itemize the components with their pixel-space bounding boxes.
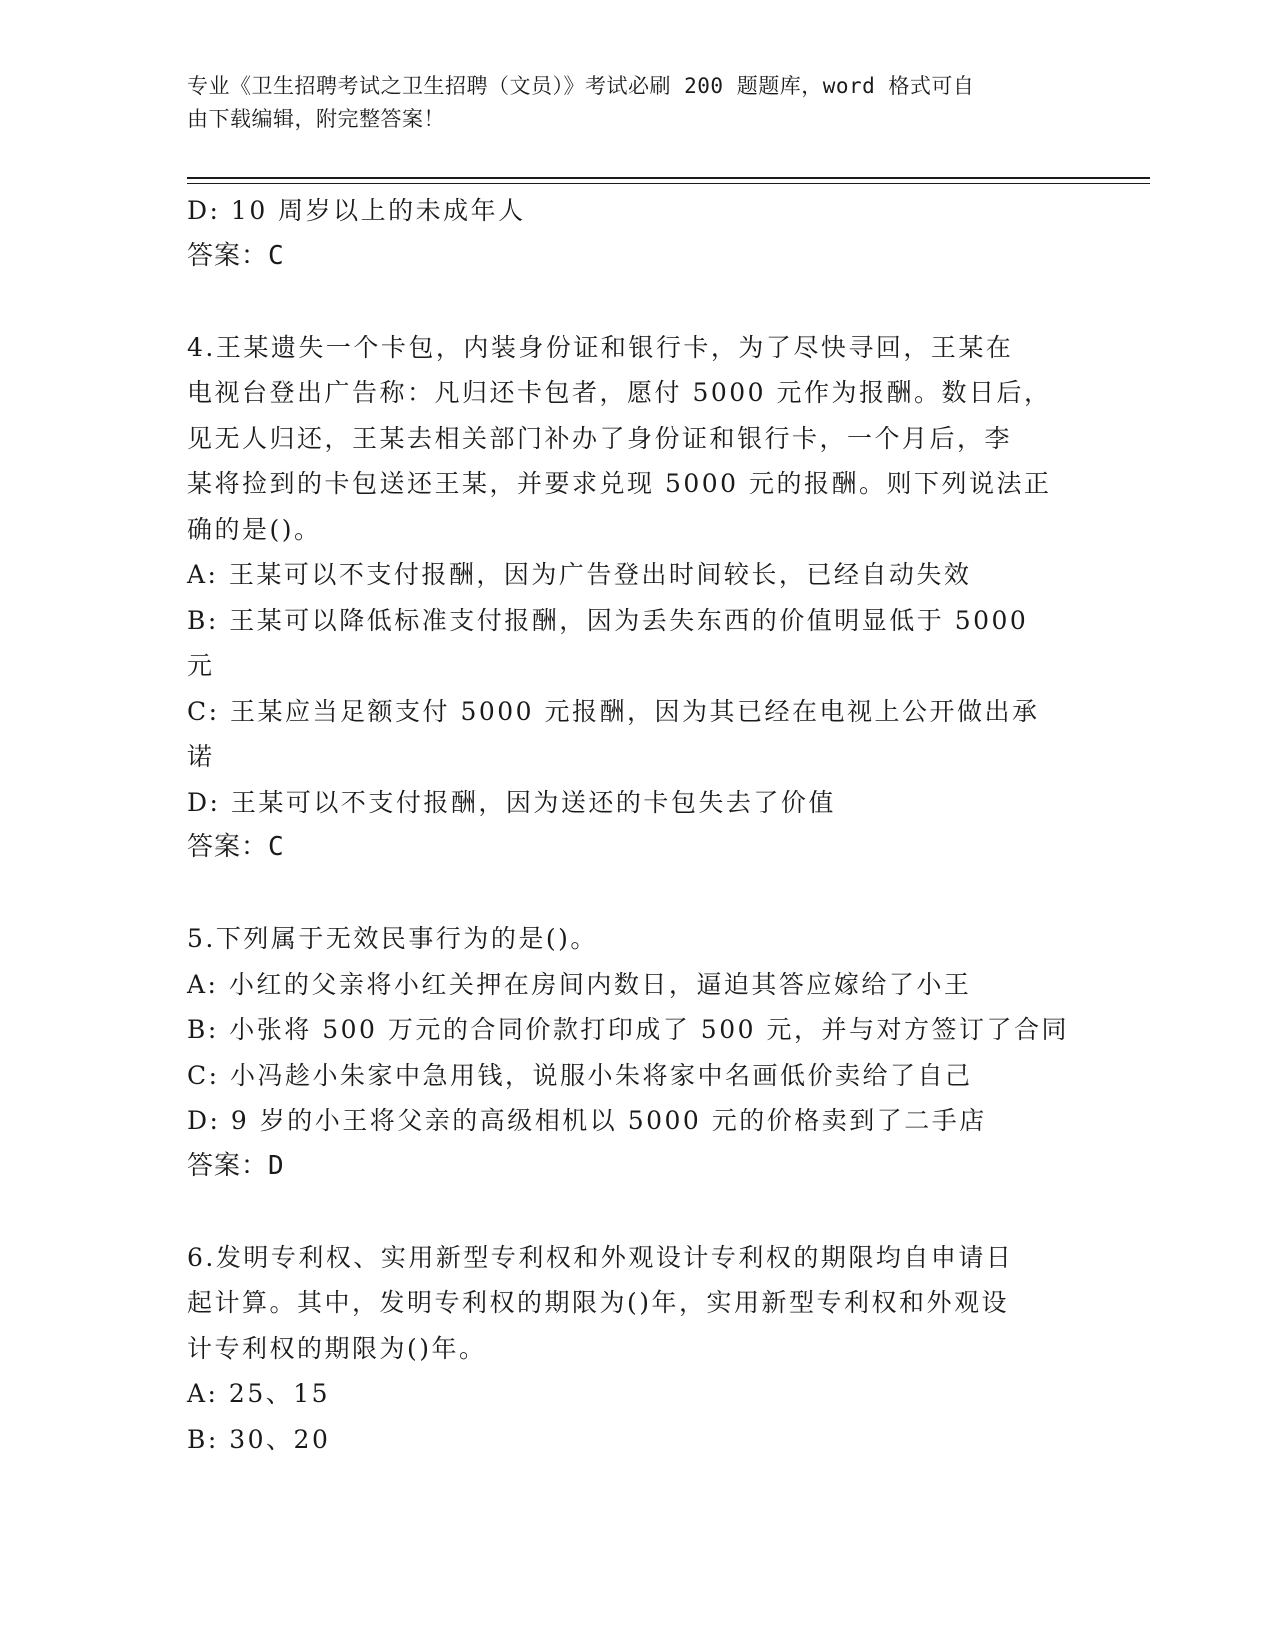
q6-stem-line: 起计算。其中，发明专利权的期限为()年，实用新型专利权和外观设 [187, 1288, 1010, 1317]
q4-option-b-cont: 元 [187, 651, 215, 680]
q3-option-d: D: 10 周岁以上的未成年人 [187, 196, 526, 225]
q4-option-c-cont: 诺 [187, 742, 215, 771]
q6-option-b: B: 30、20 [187, 1424, 331, 1454]
q4-option-a: A: 王某可以不支付报酬，因为广告登出时间较长，已经自动失效 [187, 560, 972, 589]
q4-stem-line: 4.王某遗失一个卡包，内装身份证和银行卡，为了尽快寻回，王某在 [187, 332, 1014, 362]
question-content [187, 188, 1087, 1462]
spacer [187, 1189, 1087, 1235]
q4-stem-line: 某将捡到的卡包送还王某，并要求兑现 5000 元的报酬。则下列说法正 [187, 469, 1052, 498]
q4-stem-line: 电视台登出广告称：凡归还卡包者，愿付 5000 元作为报酬。数日后， [187, 378, 1052, 407]
question-6 [187, 1235, 1087, 1463]
q4-option-d: D: 王某可以不支付报酬，因为送还的卡包失去了价值 [187, 787, 836, 817]
header-line-1: 专业《卫生招聘考试之卫生招聘（文员）》考试必刷 200 题题库，word 格式可自 [187, 74, 975, 98]
q4-stem-line: 见无人归还，王某去相关部门补办了身份证和银行卡，一个月后，李 [187, 423, 1013, 453]
q3-answer: 答案：C [187, 240, 285, 271]
header-line-2: 由下载编辑，附完整答案！ [187, 107, 445, 131]
q5-option-c: C: 小冯趁小朱家中急用钱，说服小朱将家中名画低价卖给了自己 [187, 1060, 973, 1090]
q4-answer: 答案：C [187, 832, 285, 862]
q6-option-a: A: 25、15 [187, 1379, 331, 1408]
q6-stem-line: 计专利权的期限为()年。 [187, 1333, 487, 1363]
spacer [187, 871, 1087, 917]
question-5 [187, 916, 1087, 1189]
spacer [187, 279, 1087, 325]
q6-stem-line: 6.发明专利权、实用新型专利权和外观设计专利权的期限均自申请日 [187, 1242, 1014, 1272]
document-header [187, 70, 1067, 136]
q5-option-d: D: 9 岁的小王将父亲的高级相机以 5000 元的价格卖到了二手店 [187, 1106, 987, 1135]
q4-stem-line: 确的是()。 [187, 514, 322, 544]
q5-option-a: A: 小红的父亲将小红关押在房间内数日，逼迫其答应嫁给了小王 [187, 969, 972, 999]
q4-option-c: C: 王某应当足额支付 5000 元报酬，因为其已经在电视上公开做出承 [187, 696, 1040, 726]
q5-option-b: B: 小张将 500 万元的合同价款打印成了 500 元，并与对方签订了合同 [187, 1015, 1069, 1044]
q5-answer: 答案：D [187, 1150, 285, 1181]
q5-stem: 5.下列属于无效民事行为的是()。 [187, 924, 598, 953]
q4-option-b: B: 王某可以降低标准支付报酬，因为丢失东西的价值明显低于 5000 [187, 605, 1029, 635]
question-4 [187, 325, 1087, 871]
header-divider-thick [187, 177, 1150, 179]
question-3-tail [187, 188, 1087, 279]
header-divider-thin [187, 183, 1150, 184]
